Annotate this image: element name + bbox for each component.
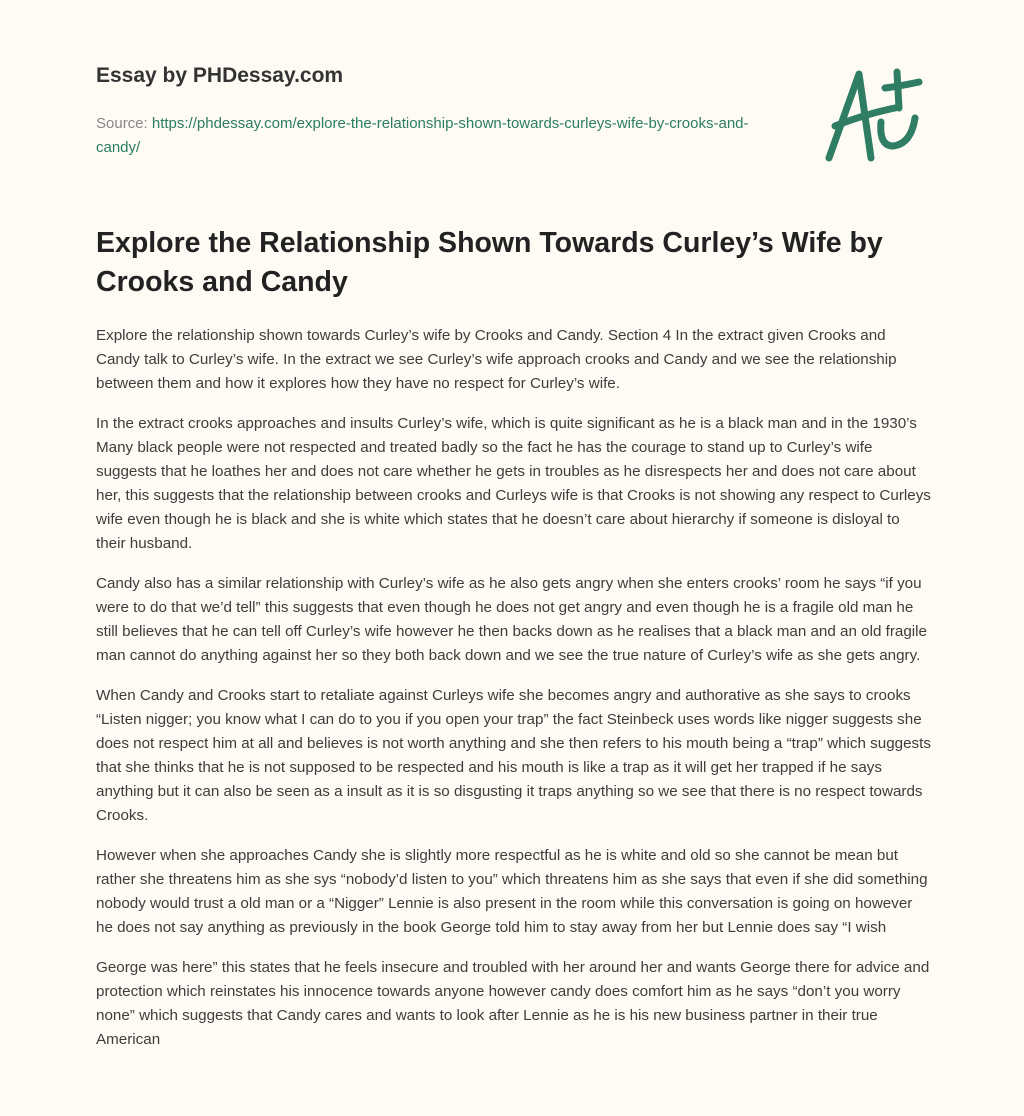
source-line <box>96 112 776 160</box>
essay-paragraph: Explore the relationship shown towards Curley’s wife by Crooks and Candy. Section 4 In the extract given Crooks and Candy talk to Curley’s wife. In the extract we see Curley’s wife approach crooks and Candy and we see the relationship between them and how it explores how they have no respect for Curley’s wife. <box>96 327 897 392</box>
essay-paragraph: In the extract crooks approaches and insults Curley’s wife, which is quite significant as he is a black man and in the 1930’s Many black people were not respected and treated badly so the fact he has the courage to stand up to Curley’s wife suggests that he loathes her and does not care whether he gets in troubles as he disrespects her and does not care about her, this suggests that the relationship between crooks and Curleys wife is that Crooks is not showing any respect to Curleys wife even though he is black and she is white which states that he doesn’t care about hierarchy if someone is disloyal to their husband. <box>96 415 931 552</box>
a-plus-logo-icon <box>815 62 935 172</box>
essay-body <box>96 324 932 1068</box>
essay-paragraph: When Candy and Crooks start to retaliate against Curleys wife she becomes angry and authorative as she says to crooks “Listen nigger; you know what I can do to you if you open your trap” the fact Steinbeck uses words like nigger suggests she does not respect him at all and believes is not worth anything and she then refers to his mouth being a “trap” which suggests that she thinks that he is not supposed to be respected and his mouth is like a trap as it will get her trapped if he says anything but it can also be seen as a insult as it is so disgusting it traps anything so we see that there is no respect towards Crooks. <box>96 687 931 824</box>
source-link[interactable]: https://phdessay.com/explore-the-relationship-shown-towards-curleys-wife-by-crooks-and-candy/ <box>96 115 749 156</box>
source-label: Source: <box>96 115 148 132</box>
essay-paragraph: Candy also has a similar relationship with Curley’s wife as he also gets angry when she enters crooks’ room he says “if you were to do that we’d tell” this suggests that even though he does not get angry and even though he is a fragile old man he still believes that he can tell off Curley’s wife however he then backs down as he realises that a black man and an old fragile man cannot do anything against her so they both back down and we see the true nature of Curley’s wife as she gets angry. <box>96 575 928 664</box>
essay-title: Explore the Relationship Shown Towards Curley’s Wife by Crooks and Candy <box>96 227 883 298</box>
essay-paragraph: However when she approaches Candy she is slightly more respectful as he is white and old so she cannot be mean but rather she threatens him as she sys “nobody’d listen to you” which threatens him as she says that even if she did something nobody would trust a old man or a “Nigger” Lennie is also present in the room while this conversation is going on however he does not say anything as previously in the book George told him to stay away from her but Lennie does say “I wish <box>96 847 928 936</box>
site-title: Essay by PHDessay.com <box>96 64 344 87</box>
essay-paragraph: George was here” this states that he feels insecure and troubled with her around her and wants George there for advice and protection which reinstates his innocence towards anyone however candy does comfort him as he says “don’t you worry none” which suggests that Candy cares and wants to look after Lennie as he is his new business partner in their true American <box>96 959 930 1048</box>
